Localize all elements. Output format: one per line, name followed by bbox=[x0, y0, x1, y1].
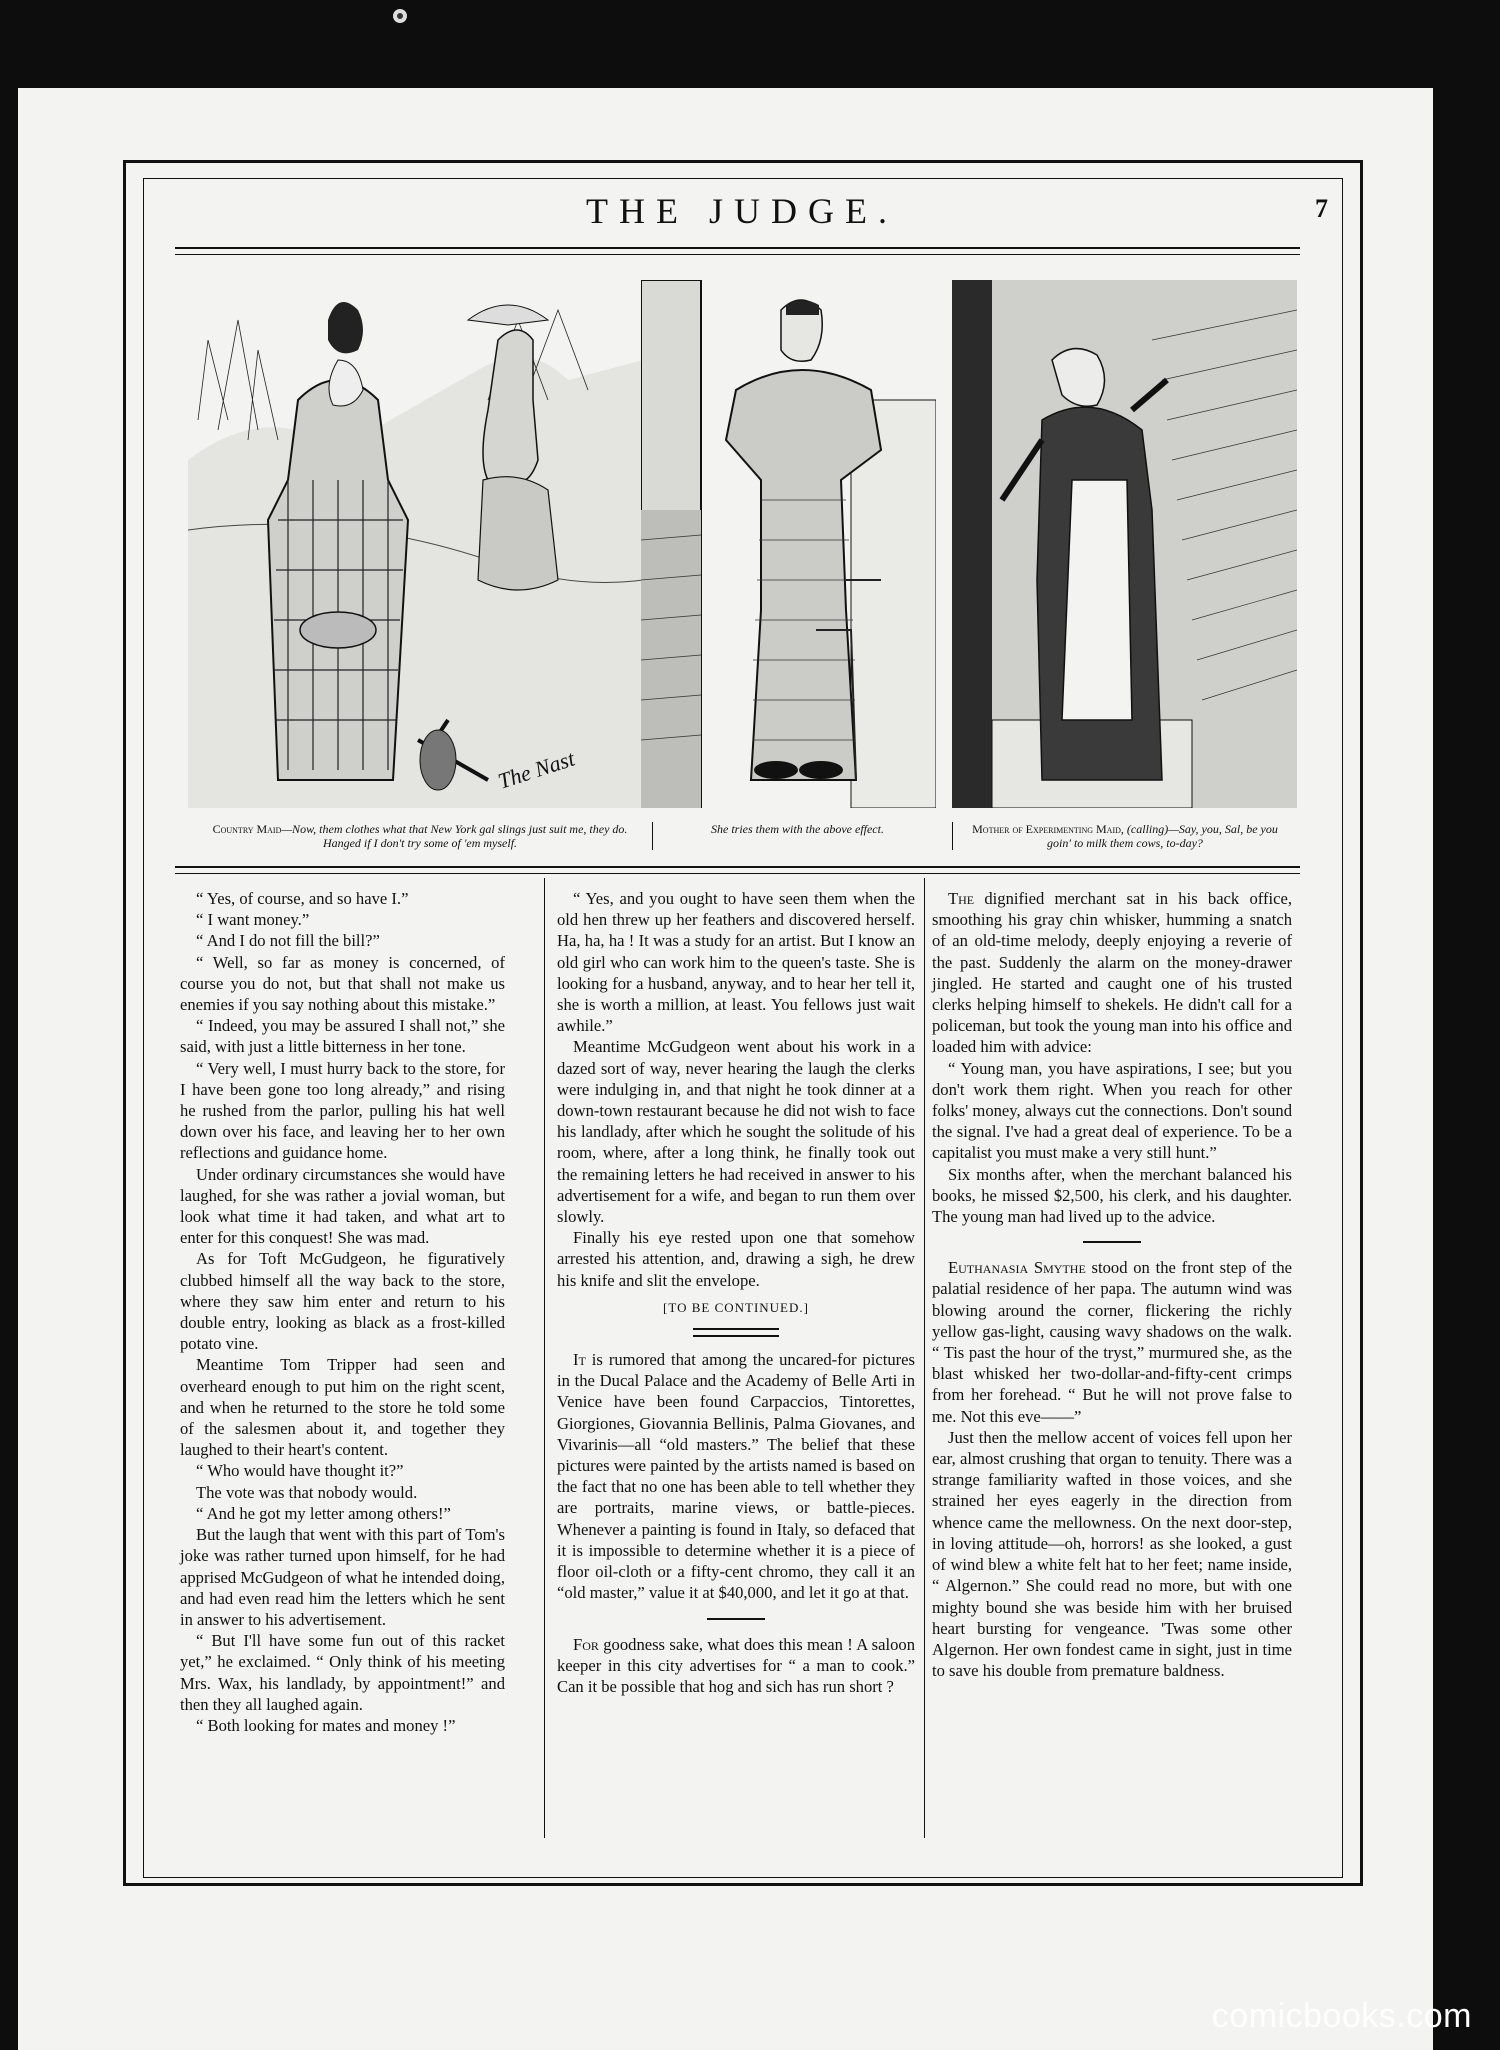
paragraph: “ Yes, and you ought to have seen them when the old hen threw up her feathers and discovered herself. Ha, ha, ha ! It was a study for an artist. But I know an old girl who can work him to the queen's taste. She is looking for a husband, anyway, and to hear her tell it, she is worth a million, at least. You fellows just wait awhile.” bbox=[557, 889, 915, 1036]
paragraph bbox=[932, 1257, 1292, 1427]
column-rule bbox=[924, 878, 925, 1838]
paragraph bbox=[557, 1349, 915, 1603]
paragraph: “ Yes, of course, and so have I.” bbox=[196, 889, 409, 908]
masthead bbox=[150, 190, 1334, 240]
caption-country-maid bbox=[195, 822, 645, 850]
double-rule bbox=[693, 1328, 779, 1337]
caption-right-label: Mother of Experimenting Maid, bbox=[972, 822, 1124, 836]
artist-signature: The Nast bbox=[494, 745, 578, 794]
paragraph: Meantime Tom Tripper had seen and overheard enough to put him on the right scent, and when he returned to the store he told some of the salesmen about it, and together they laughed to their heart's content. bbox=[180, 1355, 505, 1460]
lead-word: It bbox=[573, 1350, 586, 1370]
paragraph-text: dignified merchant sat in his back office, smoothing his gray chin whisker, humming a snatch of an old-time melody, deeply enjoying a reverie of the past. Suddenly the alarm on the money-drawer jingled. He started and caught one of his trusted clerks helping himself to shekels. He didn't call for a policeman, but took the young man into his office and loaded him with advice: bbox=[932, 889, 1292, 1057]
to-be-continued: [TO BE CONTINUED.] bbox=[663, 1299, 809, 1315]
paragraph bbox=[932, 888, 1292, 1058]
article-column-1 bbox=[180, 888, 505, 1736]
paragraph: Finally his eye rested upon one that somehow arrested his attention, and, drawing a sigh, he drew his knife and slit the envelope. bbox=[557, 1228, 915, 1290]
paragraph: “ Both looking for mates and money !” bbox=[196, 1715, 456, 1735]
caption-divider bbox=[952, 822, 953, 850]
caption-middle-text: She tries them with the above effect. bbox=[711, 822, 884, 836]
merchant-story bbox=[932, 1058, 1292, 1228]
paragraph-text: stood on the front step of the palatial residence of her papa. The autumn wind was blowing around the corner, flickering the richly yellow gas-light, causing wavy shadows on the walk. “ Tis past the hour of the tryst,” murmured she, as the blast whisked her two-dollar-and-fifty-cent crimps from her forehead. “ But he will not prove false to me. Not this eve——” bbox=[932, 1258, 1292, 1426]
illustration-mother-calling bbox=[952, 280, 1297, 808]
paragraph-text: goodness sake, what does this mean ! A saloon keeper in this city advertises for “ a man to cook.” Can it be possible that hog and sich has run short ? bbox=[557, 1634, 915, 1696]
paragraph: “ And I do not fill the bill?” bbox=[196, 931, 380, 951]
article-column-2 bbox=[557, 888, 915, 1697]
caption-maid-in-doorway bbox=[660, 822, 935, 836]
lead-word: The bbox=[948, 889, 975, 908]
paragraph: Just then the mellow accent of voices fell upon her ear, almost crushing that organ to tenuity. There was a strange familiarity wafted in those voices, and she strained her eyes eagerly in the direction from whence came the mellowness. On the next door-step, in loving attitude—oh, horrors! as she looked, a gust of wind blew a white felt hat to her feet; name inside, “ Algernon.” She could read no more, but with one mighty bound she was beside him with her bruised heart bursting for vengeance. 'Twas some other Algernon. Her own fondest came in sight, just in time to save his double from premature baldness. bbox=[932, 1427, 1292, 1681]
short-rule bbox=[1083, 1241, 1141, 1243]
short-rule bbox=[707, 1618, 765, 1620]
caption-left-text: —Now, them clothes what that New York gal slings just suit me, they do. Hanged if I don't try some of 'em myself. bbox=[281, 822, 628, 850]
paragraph: “ Young man, you have aspirations, I see; but you don't work them right. When you reach for other folks' money, always cut the connections. Don't sound the signal. I've had a great deal of experience. To be a capitalist you must make a very still hunt.” bbox=[932, 1058, 1292, 1163]
caption-right-text: (calling)—Say, you, Sal, be you goin' to milk them cows, to-day? bbox=[1047, 822, 1278, 850]
paragraph: As for Toft McGudgeon, he figuratively clubbed himself all the way back to the store, where they saw him enter and return to his double entry, looking as black as a frost-killed potato vine. bbox=[180, 1249, 505, 1354]
paragraph: “ Very well, I must hurry back to the store, for I have been gone too long already,” and rising he rushed from the parlor, pulling his hat well down over his face, and leaving her to her own reflections and guidance home. bbox=[180, 1058, 505, 1163]
paragraph: “ But I'll have some fun out of this racket yet,” he exclaimed. “ Only think of his meeting Mrs. Wax, his landlady, by appointment!” and then they all laughed again. bbox=[180, 1631, 505, 1714]
paragraph: “ Indeed, you may be assured I shall not,” she said, with just a little bitterness in her tone. bbox=[180, 1016, 505, 1057]
caption-mother bbox=[960, 822, 1290, 850]
column-rule bbox=[544, 878, 545, 1838]
watermark: comicbooks.com bbox=[1211, 1997, 1472, 2035]
caption-divider bbox=[652, 822, 653, 850]
section-rule bbox=[175, 866, 1300, 874]
paragraph: The vote was that nobody would. bbox=[196, 1482, 418, 1502]
masthead-rule bbox=[175, 247, 1300, 255]
paragraph: But the laugh that went with this part of Tom's joke was rather turned upon himself, for he had apprised McGudgeon of what he intended doing, and had even read him the letters which he sent in answer to his advertisement. bbox=[180, 1525, 505, 1629]
paragraph: “ I want money.” bbox=[196, 910, 310, 930]
illustration-country-maid bbox=[188, 280, 643, 808]
illustration-maid-in-doorway bbox=[641, 280, 936, 808]
paragraph: “ Who would have thought it?” bbox=[196, 1461, 404, 1481]
paragraph: “ Well, so far as money is concerned, of course you do not, but that shall not make us enemies if you say nothing about this mistake.” bbox=[180, 952, 505, 1015]
lead-word: For bbox=[573, 1634, 599, 1654]
story-continuation bbox=[557, 888, 915, 1291]
paragraph: Meantime McGudgeon went about his work in a dazed sort of way, never hearing the laugh the clerks were indulging in, and that night he took dinner at a down-town restaurant because he did not wish to face his landlady, after which he sought the solitude of his room, where, after a long think, he finally took out the remaining letters he had received in answer to his advertisement for a wife, and began to run them over slowly. bbox=[557, 1037, 915, 1227]
caption-left-label: Country Maid bbox=[212, 822, 282, 836]
paragraph bbox=[557, 1634, 915, 1698]
paragraph: “ And he got my letter among others!” bbox=[196, 1503, 451, 1523]
lead-word: Euthanasia Smythe bbox=[948, 1258, 1086, 1278]
masthead-title: THE JUDGE. bbox=[586, 191, 898, 231]
paragraph: Six months after, when the merchant balanced his books, he missed $2,500, his clerk, and his daughter. The young man had lived up to the advice. bbox=[932, 1164, 1292, 1227]
paragraph: Under ordinary circumstances she would have laughed, for she was rather a jovial woman, but look what time it had taken, and what art to enter for this conquest! She was mad. bbox=[180, 1164, 505, 1248]
page-number: 7 bbox=[1315, 194, 1328, 223]
punch-hole-mark bbox=[390, 6, 410, 26]
article-column-3 bbox=[932, 888, 1292, 1681]
paragraph-text: is rumored that among the uncared-for pictures in the Ducal Palace and the Academy of Belle Arti in Venice have been found Carpaccios, Tintorettes, Giorgiones, Giovannia Bellinis, Palma Giovanes, and Vivarinis—all “old masters.” The belief that these pictures were painted by the artists named is based on the fact that no one has been able to tell whether they are portraits, marine views, or battle-pieces. Whenever a painting is found in Italy, so defaced that it is impossible to determine whether it is a piece of floor oil-cloth or a fifty-cent chromo, they call it an “old master,” value it at $40,000, and let it go at that. bbox=[557, 1350, 915, 1603]
